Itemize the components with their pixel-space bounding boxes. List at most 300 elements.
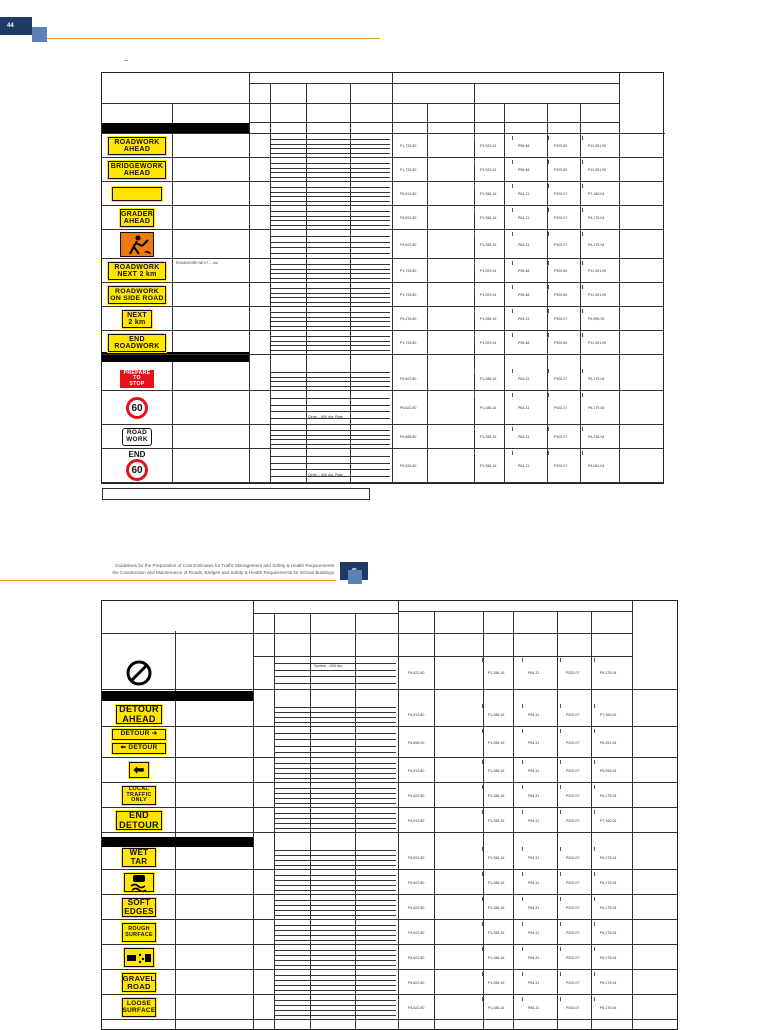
sub-row-line xyxy=(274,768,396,769)
sub-row-line xyxy=(270,201,390,202)
direct-cost-value: P4,622.80 xyxy=(408,930,425,935)
tick-mark xyxy=(560,847,561,851)
sub-row-line xyxy=(270,220,390,221)
overhead-value: P302.07 xyxy=(554,216,568,220)
labor-cost-value: P1,286.16 xyxy=(488,818,505,823)
equipment-cost-value: P64.31 xyxy=(528,955,540,960)
row-border xyxy=(102,689,677,690)
direct-cost-value: P1,733.80 xyxy=(400,293,417,297)
section-header-bar xyxy=(102,691,253,701)
sign-text-line: ROUGH xyxy=(128,925,150,932)
worker-digging-sign xyxy=(120,232,154,257)
tick-mark xyxy=(582,136,583,140)
sign-text-line: ONLY xyxy=(131,797,147,804)
unit-cost-value: P11,951.90 xyxy=(588,293,607,297)
sign-text-line: END xyxy=(129,810,149,821)
tick-mark xyxy=(594,897,595,901)
unit-cost-value: P6,175.04 xyxy=(588,242,605,247)
direct-cost-value: P5,685.80 xyxy=(400,435,417,439)
sign-text-line: ROADWORK xyxy=(114,343,160,350)
sub-row-line xyxy=(274,683,396,684)
sign-text-line: ROADWORK xyxy=(115,287,159,295)
direct-cost-value: P4,613.80 xyxy=(408,712,425,717)
tick-mark xyxy=(474,451,475,455)
sub-row-line xyxy=(274,1010,396,1011)
direct-cost-value: P1,733.80 xyxy=(400,144,417,148)
tick-mark xyxy=(594,947,595,951)
sub-row-line xyxy=(270,211,390,212)
sub-row-line xyxy=(270,312,390,313)
sign-text-line: DETOUR xyxy=(119,704,159,715)
tick-mark xyxy=(548,160,549,164)
tick-mark xyxy=(474,184,475,188)
labor-cost-value: P1,286.16 xyxy=(480,317,497,321)
table-row xyxy=(102,158,663,182)
tick-mark xyxy=(522,810,523,814)
sub-row-line xyxy=(270,398,390,399)
next-2km-sign xyxy=(122,310,152,328)
sub-row-line xyxy=(270,192,390,193)
sign-text-line: LOOSE xyxy=(126,999,152,1007)
unit-cost-value: P6,175.04 xyxy=(588,406,605,410)
equipment-cost-value: P64.31 xyxy=(528,818,540,823)
tick-mark xyxy=(522,897,523,901)
tick-mark xyxy=(582,451,583,455)
tick-mark xyxy=(512,261,513,265)
sub-row-line xyxy=(274,860,396,861)
grader-ahead-sign xyxy=(120,209,154,227)
labor-cost-value: P1,286.16 xyxy=(480,242,497,247)
tick-mark xyxy=(482,972,483,976)
unit-cost-value: P6,175.04 xyxy=(600,930,617,935)
tick-mark xyxy=(548,261,549,265)
overhead-value: P202.07 xyxy=(566,768,580,773)
table-row xyxy=(102,449,663,483)
sign-text-line: GRADER xyxy=(120,210,154,218)
sub-row-line xyxy=(270,321,390,322)
unit-cost-value: P6,175.04 xyxy=(600,880,617,885)
sub-row-line xyxy=(270,341,390,342)
sub-row-line xyxy=(270,236,390,237)
header-rule xyxy=(47,38,380,39)
tick-mark xyxy=(512,393,513,397)
direct-cost-value: P4,622.80 xyxy=(400,377,417,381)
tick-mark xyxy=(548,309,549,313)
page-number: 44 xyxy=(7,23,14,29)
tick-mark xyxy=(582,427,583,431)
sign-text-line: 2 km xyxy=(128,319,146,326)
equipment-cost-value: P96.48 xyxy=(518,168,530,172)
tick-mark xyxy=(474,369,475,373)
overhead-value: P202.07 xyxy=(566,818,580,823)
row-border xyxy=(102,482,663,483)
unit-cost-value: P6,175.04 xyxy=(588,216,605,220)
plate-spec-note: Circle – 600 dia. Plate xyxy=(308,415,344,419)
tick-mark xyxy=(512,208,513,212)
sub-row-line xyxy=(270,377,390,378)
sub-row-line xyxy=(274,676,396,677)
unit-cost-value: P6,175.04 xyxy=(588,377,605,381)
unit-cost-value: P6,175.04 xyxy=(600,955,617,960)
end-speed-limit-60-sign: END xyxy=(128,450,146,459)
blank-yellow-sign xyxy=(112,187,162,201)
tick-mark xyxy=(560,729,561,733)
sign-text-line: END xyxy=(129,335,145,343)
sub-row-line xyxy=(274,880,396,881)
bridgework-ahead-sign xyxy=(108,161,166,179)
direct-cost-value: P1,733.80 xyxy=(400,269,417,273)
sub-row-line xyxy=(270,273,390,274)
direct-cost-value: P5,476.80 xyxy=(400,317,417,321)
sign-text-line: STOP xyxy=(129,380,145,387)
sub-row-line xyxy=(274,950,396,951)
sign-text-line: AHEAD xyxy=(122,713,156,724)
sign-text-line: NEXT 2 km xyxy=(117,271,157,278)
table-row xyxy=(102,727,677,758)
cost-table-page-45 xyxy=(101,600,678,1030)
tick-mark xyxy=(522,947,523,951)
labor-cost-value: P1,286.16 xyxy=(488,1005,505,1010)
tick-mark xyxy=(512,285,513,289)
sub-row-line xyxy=(270,264,390,265)
tick-mark xyxy=(548,393,549,397)
table-row xyxy=(102,920,677,945)
sub-row-line xyxy=(270,177,390,178)
tick-mark xyxy=(482,810,483,814)
header-divider xyxy=(253,613,398,614)
unit-cost-value: P6,995.05 xyxy=(588,317,605,321)
tick-mark xyxy=(560,810,561,814)
direct-cost-value: P4,696.00 xyxy=(408,740,425,745)
tick-mark xyxy=(474,309,475,313)
sub-row-line xyxy=(270,278,390,279)
left-arrow-sign: ⬅ xyxy=(129,762,149,778)
tick-mark xyxy=(594,785,595,789)
equipment-cost-value: P64.31 xyxy=(518,192,530,196)
tick-mark xyxy=(522,704,523,708)
slippery-road-sign xyxy=(124,873,154,892)
sub-row-line xyxy=(270,247,390,248)
local-traffic-only-sign xyxy=(122,786,156,805)
tick-mark xyxy=(522,760,523,764)
sub-row-line xyxy=(270,430,390,431)
tick-mark xyxy=(582,393,583,397)
labor-cost-value: P1,029.24 xyxy=(480,269,497,273)
tick-mark xyxy=(522,997,523,1001)
sub-row-line xyxy=(274,960,396,961)
sub-row-line xyxy=(274,985,396,986)
tick-mark xyxy=(594,810,595,814)
sign-text-line: AHEAD xyxy=(123,146,151,153)
labor-cost-value: P1,286.16 xyxy=(488,930,505,935)
overhead-value: P302.07 xyxy=(554,406,568,410)
table-row xyxy=(102,182,663,206)
table-row xyxy=(102,230,663,259)
tick-mark xyxy=(522,872,523,876)
sub-row-line xyxy=(274,823,396,824)
table-row xyxy=(102,656,677,690)
sub-row-line xyxy=(270,225,390,226)
tick-mark xyxy=(512,136,513,140)
header-divider xyxy=(392,122,619,123)
labor-cost-value: P1,286.16 xyxy=(488,855,505,860)
sub-row-line xyxy=(274,818,396,819)
unit-cost-value: P6,251.04 xyxy=(600,740,617,745)
tick-mark xyxy=(548,232,549,236)
tick-mark xyxy=(512,451,513,455)
tick-mark xyxy=(482,704,483,708)
row-border xyxy=(102,1019,677,1020)
sub-row-line xyxy=(274,717,396,718)
unit-cost-value: P6,238.04 xyxy=(588,435,605,439)
sign-text-line: AHEAD xyxy=(123,170,151,177)
equipment-cost-value: P64.31 xyxy=(518,242,530,247)
sub-row-line xyxy=(274,930,396,931)
sub-row-line xyxy=(270,469,390,470)
table-row xyxy=(102,808,677,833)
sub-row-line xyxy=(274,925,396,926)
sign-text-line: WET xyxy=(129,848,149,858)
tick-mark xyxy=(512,160,513,164)
direct-cost-value: P6,813.80 xyxy=(400,192,417,196)
detour-right-sign: DETOUR ➔ xyxy=(112,729,166,740)
unit-cost-value: P11,951.90 xyxy=(588,144,607,148)
tick-mark xyxy=(512,232,513,236)
row-note: ROADWORK NEXT ... km xyxy=(176,261,218,265)
sub-row-line xyxy=(274,890,396,891)
sub-row-line xyxy=(270,386,390,387)
direct-cost-value: P4,622.80 xyxy=(400,242,417,247)
direct-cost-value: P4,622.80 xyxy=(400,216,417,220)
equipment-cost-value: P64.31 xyxy=(528,905,540,910)
sub-row-line xyxy=(274,773,396,774)
overhead-value: P202.07 xyxy=(566,930,580,935)
sub-row-line xyxy=(270,288,390,289)
sub-row-line xyxy=(274,739,396,740)
sub-row-line xyxy=(274,828,396,829)
tick-mark xyxy=(482,897,483,901)
overhead-value: P302.07 xyxy=(554,242,568,247)
unit-cost-value: P6,175.04 xyxy=(600,1005,617,1010)
sub-row-line xyxy=(270,163,390,164)
tick-mark xyxy=(594,729,595,733)
overhead-value: P302.07 xyxy=(554,377,568,381)
end-roadwork-sign xyxy=(108,334,166,352)
sign-text-line: EDGES xyxy=(124,906,154,916)
tick-mark xyxy=(548,427,549,431)
equipment-cost-value: P64.31 xyxy=(528,793,540,798)
unit-cost-value: P7,160.04 xyxy=(600,818,617,823)
sub-row-line xyxy=(274,707,396,708)
tick-mark xyxy=(482,947,483,951)
sign-text-line: ON SIDE ROAD xyxy=(110,295,164,302)
sub-row-line xyxy=(270,253,390,254)
tick-mark xyxy=(582,160,583,164)
direct-cost-value: P4,622.80 xyxy=(408,955,425,960)
equipment-cost-value: P96.48 xyxy=(518,269,530,273)
table-row xyxy=(102,702,677,727)
tick-mark xyxy=(560,872,561,876)
prepare-to-stop-sign xyxy=(120,370,154,388)
worker-digging-icon xyxy=(122,234,152,256)
direct-cost-value: P1,733.80 xyxy=(400,341,417,345)
tick-mark xyxy=(582,184,583,188)
sub-row-line xyxy=(270,456,390,457)
sub-row-line xyxy=(270,196,390,197)
equipment-cost-value: P64.31 xyxy=(518,317,530,321)
overhead-value: P202.07 xyxy=(566,855,580,860)
table-row xyxy=(102,134,663,158)
tick-mark xyxy=(594,658,595,662)
tick-mark xyxy=(522,785,523,789)
sub-row-line xyxy=(274,712,396,713)
section-header-bar xyxy=(102,123,249,133)
sub-row-line xyxy=(270,297,390,298)
sub-row-line xyxy=(274,746,396,747)
sub-row-line xyxy=(274,1005,396,1006)
tick-mark xyxy=(594,997,595,1001)
sub-row-line xyxy=(274,763,396,764)
sign-text-line: ROAD xyxy=(126,429,148,437)
sub-row-line xyxy=(270,405,390,406)
direct-cost-value: P1,733.80 xyxy=(400,168,417,172)
equipment-cost-value: P64.31 xyxy=(528,671,540,675)
sign-text-line: GRAVEL xyxy=(122,973,156,983)
sub-row-line xyxy=(274,803,396,804)
tick-mark xyxy=(512,309,513,313)
tick-mark xyxy=(474,136,475,140)
tick-mark xyxy=(548,333,549,337)
table-row xyxy=(102,367,663,391)
equipment-cost-value: P64.31 xyxy=(518,216,530,220)
table-row xyxy=(102,970,677,995)
sub-row-line xyxy=(274,663,396,664)
direct-cost-value: P5,622.80 xyxy=(400,406,417,410)
sign-text-line: ROAD xyxy=(127,981,151,991)
tick-mark xyxy=(474,427,475,431)
labor-cost-value: P1,286.16 xyxy=(488,905,505,910)
sub-row-line xyxy=(270,139,390,140)
equipment-cost-value: P64.31 xyxy=(528,1005,540,1010)
tick-mark xyxy=(560,897,561,901)
overhead-value: P202.07 xyxy=(566,671,580,675)
sub-row-line xyxy=(274,875,396,876)
sub-row-line xyxy=(270,172,390,173)
labor-cost-value: P1,029.24 xyxy=(480,168,497,172)
labor-cost-value: P1,286.16 xyxy=(480,216,497,220)
page-45-header xyxy=(0,560,380,590)
sign-text-line: PREPARE xyxy=(123,369,151,376)
sub-row-line xyxy=(274,990,396,991)
guideline-title-line-1: Guidelines for the Preparation of Cost Estimates for Traffic Management and Safety & Health Requirements xyxy=(115,563,334,568)
table-row xyxy=(102,758,677,783)
no-entry-icon xyxy=(126,660,152,686)
direct-cost-value: P4,622.80 xyxy=(408,905,425,910)
sub-row-line xyxy=(274,778,396,779)
tick-mark xyxy=(548,285,549,289)
unit-cost-value: P11,951.90 xyxy=(588,269,607,273)
overhead-value: P202.07 xyxy=(566,905,580,910)
tick-mark xyxy=(512,369,513,373)
sub-row-line xyxy=(274,855,396,856)
row-border xyxy=(102,354,663,355)
tick-mark xyxy=(582,309,583,313)
sub-row-line xyxy=(274,670,396,671)
tick-mark xyxy=(482,658,483,662)
sub-row-line xyxy=(270,242,390,243)
sub-row-line xyxy=(270,411,390,412)
cost-table-page-44 xyxy=(101,72,664,484)
tick-mark xyxy=(482,922,483,926)
direct-cost-value: P4,622.80 xyxy=(408,793,425,798)
road-work-sign xyxy=(122,428,152,446)
sub-row-line xyxy=(270,345,390,346)
sign-text-line: DETOUR xyxy=(119,819,159,830)
detour-ahead-sign xyxy=(116,705,162,724)
overhead-value: P202.07 xyxy=(566,793,580,798)
sign-text-line: AHEAD xyxy=(123,218,151,225)
labor-cost-value: P1,286.16 xyxy=(488,955,505,960)
tick-mark xyxy=(560,658,561,662)
equipment-cost-value: P64.31 xyxy=(518,377,530,381)
tick-mark xyxy=(548,136,549,140)
equipment-cost-value: P64.31 xyxy=(528,712,540,717)
loose-stones-sign xyxy=(124,948,154,967)
table-row xyxy=(102,331,663,355)
unit-cost-value: P7,160.04 xyxy=(600,712,617,717)
guideline-title xyxy=(112,562,334,576)
sign-text-line: TO xyxy=(133,375,141,382)
labor-cost-value: P1,286.16 xyxy=(488,793,505,798)
sub-row-line xyxy=(270,168,390,169)
tick-mark xyxy=(474,208,475,212)
labor-cost-value: P1,286.16 xyxy=(488,740,505,745)
labor-cost-value: P1,286.16 xyxy=(488,880,505,885)
unit-cost-value: P6,175.04 xyxy=(600,855,617,860)
table-row xyxy=(102,283,663,307)
tick-mark xyxy=(594,760,595,764)
sign-text-line: ROADWORK xyxy=(114,138,160,146)
table-row xyxy=(102,307,663,331)
speed-limit-60-sign: 60 xyxy=(126,397,148,419)
wet-tar-sign xyxy=(122,848,156,867)
overhead-value: P202.07 xyxy=(566,740,580,745)
sub-row-line xyxy=(274,975,396,976)
labor-cost-value: P1,286.16 xyxy=(488,671,505,675)
sub-row-line xyxy=(274,905,396,906)
page-number-tab xyxy=(0,17,32,35)
sign-text-line: SURFACE xyxy=(122,1006,156,1014)
tick-mark xyxy=(582,208,583,212)
table-row xyxy=(102,945,677,970)
header-rule-45 xyxy=(0,580,336,581)
tick-mark xyxy=(560,997,561,1001)
tick-mark xyxy=(594,704,595,708)
labor-cost-value: P1,286.16 xyxy=(480,435,497,439)
tick-mark xyxy=(560,760,561,764)
sub-row-line xyxy=(270,144,390,145)
tick-mark xyxy=(560,972,561,976)
tick-mark xyxy=(582,369,583,373)
overhead-value: P302.07 xyxy=(554,192,568,196)
sign-text-line: SOFT xyxy=(127,898,151,908)
overhead-value: P202.07 xyxy=(566,1005,580,1010)
sub-row-line xyxy=(274,752,396,753)
sub-row-line xyxy=(274,955,396,956)
rough-surface-sign xyxy=(122,923,156,942)
sub-row-line xyxy=(270,269,390,270)
sub-row-line xyxy=(270,326,390,327)
